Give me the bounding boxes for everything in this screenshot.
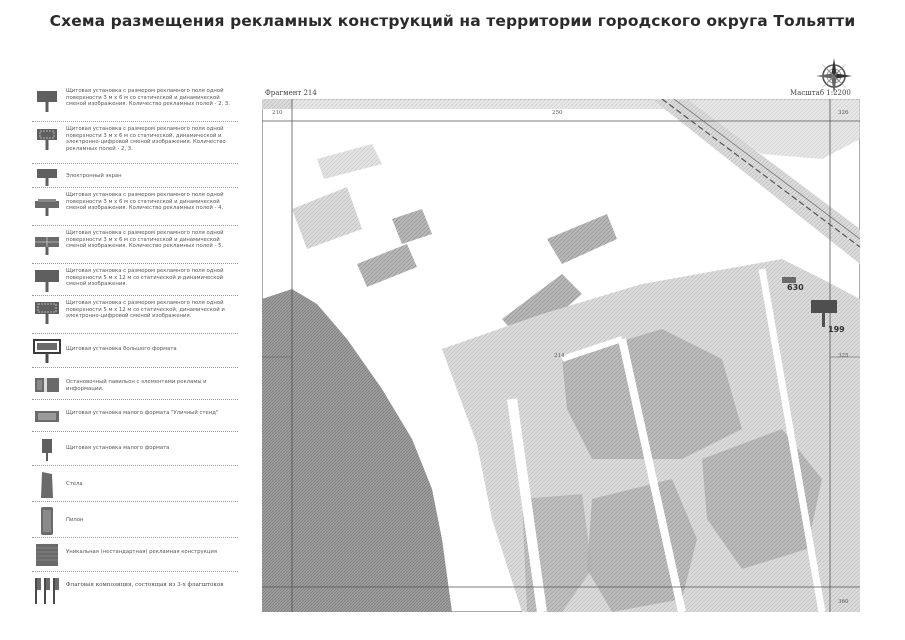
fragment-label: Фрагмент 214 [265, 89, 317, 97]
legend-text: Щитовая установка с размером рекламного поля одной поверхности 3 м х 6 м со статической и динамической сменой изображения. Количество рекламных полей - 5. [66, 230, 224, 250]
billboard-digital-icon [32, 124, 62, 166]
page-title: Схема размещения рекламных конструкций на территории городского округа Тольятти [49, 12, 856, 30]
marker-label: 630 [787, 283, 804, 292]
legend-item [32, 86, 238, 122]
legend-item [32, 370, 238, 400]
legend-item [32, 124, 238, 164]
sheet-label: 325 [838, 353, 849, 359]
flag-composition-icon [32, 574, 62, 612]
billboard-large-icon [32, 266, 62, 300]
legend-item [32, 468, 238, 502]
legend-text: Щитовая установка малого формата [66, 445, 170, 451]
unique-structure-icon [32, 540, 62, 576]
sheet-label: 210 [272, 110, 283, 116]
billboard-icon [32, 86, 62, 124]
sheet-label: 214 [554, 353, 565, 359]
scale-label: Масштаб 1:2200 [790, 89, 851, 97]
legend-item [32, 166, 238, 188]
legend-item [32, 266, 238, 296]
billboard-4-icon [32, 190, 62, 228]
legend-text: Щитовая установка с размером рекламного поля одной поверхности 5 м х 12 м со статической, динамической и электронно-цифровой сменой изображения. [66, 300, 225, 320]
legend-text: Щитовая установка с размером рекламного поля одной поверхности 3 м х 6 м со статической и динамической сменой изображения. Количество рекламных полей - 4. [66, 192, 224, 212]
billboard-5-icon [32, 228, 62, 266]
sheet-label: 360 [838, 599, 849, 605]
legend-item [32, 434, 238, 466]
legend-text: Остановочный павильон с элементами рекламы и информации. [66, 379, 207, 392]
legend-text: Щитовая установка с размером рекламного поля одной поверхности 5 м х 12 м со статической и динамической сменой изображения. [66, 268, 224, 288]
legend-text: Щитовая установка малого формата "Уличный стенд" [66, 410, 219, 416]
legend-text: Щитовая установка большого формата [66, 346, 177, 352]
legend-item [32, 336, 238, 368]
small-format-icon [32, 434, 62, 470]
legend-text: Электронный экран [66, 173, 122, 179]
bus-stop-icon [32, 370, 62, 404]
legend-text: Стела [66, 481, 83, 487]
legend-text: Флаговая композиция, состоящая из 3-х флагштоков [66, 582, 224, 588]
marker-label: 199 [828, 325, 845, 334]
city-stand-icon [32, 402, 62, 436]
sheet-label: 250 [552, 110, 563, 116]
legend-item [32, 504, 238, 538]
pylon-icon [32, 504, 62, 542]
legend-text: Щитовая установка с размером рекламного поля одной поверхности 3 м х 6 м со статической и динамической сменой изображения. Количество рекламных полей - 2, 3. [66, 88, 230, 108]
big-format-icon [32, 336, 62, 372]
map-fragment[interactable] [262, 99, 860, 612]
legend-item [32, 228, 238, 264]
legend-text: Уникальная (нестандартная) рекламная конструкция [66, 549, 218, 555]
legend-item [32, 540, 238, 572]
legend-item [32, 190, 238, 226]
legend-text: Щитовая установка с размером рекламного поля одной поверхности 3 м х 6 м со статической, динамической и электронно-цифровой сменой изображения. Количество рекламных полей - 2, 3. [66, 126, 226, 152]
stela-icon [32, 468, 62, 506]
sheet-label: 326 [838, 110, 849, 116]
legend-item [32, 298, 238, 334]
electronic-screen-icon [32, 166, 62, 192]
billboard-large-digital-icon [32, 298, 62, 336]
legend-item [32, 574, 238, 608]
legend-item [32, 402, 238, 432]
legend-text: Пилон [66, 517, 84, 523]
